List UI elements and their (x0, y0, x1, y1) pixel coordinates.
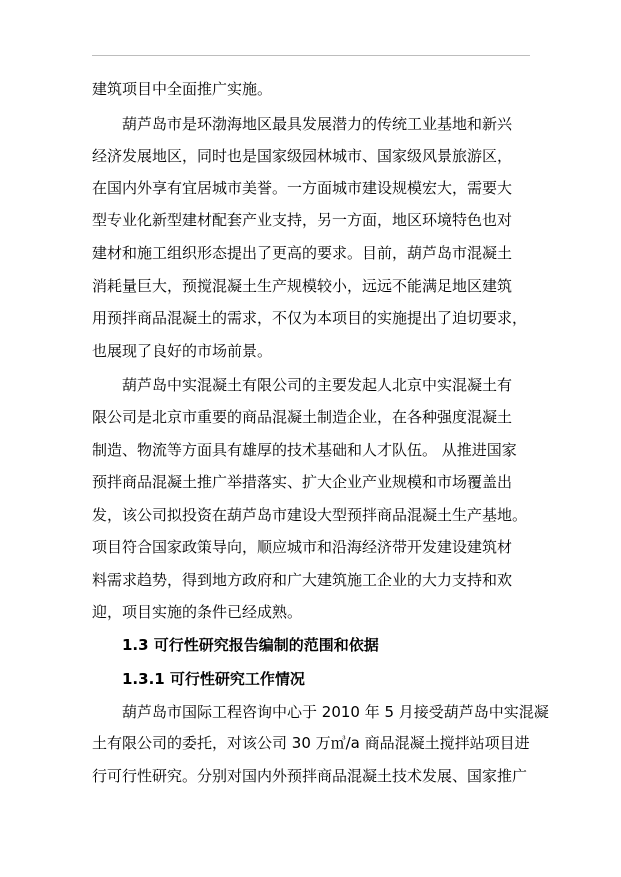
body-text-line: 葫芦岛中实混凝土有限公司的主要发起人北京中实混凝土有 (122, 376, 513, 394)
header-rule (92, 55, 530, 56)
body-text-line: 项目符合国家政策导向，顺应城市和沿海经济带开发建设建筑材 (92, 538, 513, 556)
body-text-line: 消耗量巨大，预搅混凝土生产规模较小，远远不能满足地区建筑 (92, 277, 513, 295)
body-text-line: 土有限公司的委托，对该公司 30 万㎥/a 商品混凝土搅拌站项目进 (92, 734, 530, 752)
body-text-line: 也展现了良好的市场前景。 (92, 342, 273, 360)
body-text-line: 迎，项目实施的条件已经成熟。 (92, 603, 303, 621)
body-text-line: 经济发展地区，同时也是国家级园林城市、国家级风景旅游区， (92, 147, 513, 165)
body-text-line: 行可行性研究。分别对国内外预拌商品混凝土技术发展、国家推广 (92, 767, 528, 785)
body-text-line: 预拌商品混凝土推广举措落实、扩大企业产业规模和市场覆盖出 (92, 473, 513, 491)
body-text-line: 发，该公司拟投资在葫芦岛市建设大型预拌商品混凝土生产基地。 (92, 506, 528, 524)
subsection-heading: 1.3.1 可行性研究工作情况 (122, 670, 305, 688)
body-text-line: 葫芦岛市是环渤海地区最具发展潜力的传统工业基地和新兴 (122, 115, 513, 133)
body-text-line: 葫芦岛市国际工程咨询中心于 2010 年 5 月接受葫芦岛中实混凝 (122, 703, 549, 721)
body-text-line: 用预拌商品混凝土的需求，不仅为本项目的实施提出了迫切要求， (92, 309, 528, 327)
body-text-line: 限公司是北京市重要的商品混凝土制造企业，在各种强度混凝土 (92, 408, 513, 426)
section-heading: 1.3 可行性研究报告编制的范围和依据 (122, 636, 379, 654)
body-text-line: 在国内外享有宜居城市美誉。一方面城市建设规模宏大，需要大 (92, 179, 513, 197)
body-text-line: 型专业化新型建材配套产业支持，另一方面，地区环境特色也对 (92, 211, 513, 229)
body-text-line: 建材和施工组织形态提出了更高的要求。目前，葫芦岛市混凝土 (92, 244, 513, 262)
body-text-line: 制造、物流等方面具有雄厚的技术基础和人才队伍。 从推进国家 (92, 441, 517, 459)
body-text-line: 建筑项目中全面推广实施。 (92, 80, 273, 98)
body-text-line: 料需求趋势，得到地方政府和广大建筑施工企业的大力支持和欢 (92, 571, 513, 589)
